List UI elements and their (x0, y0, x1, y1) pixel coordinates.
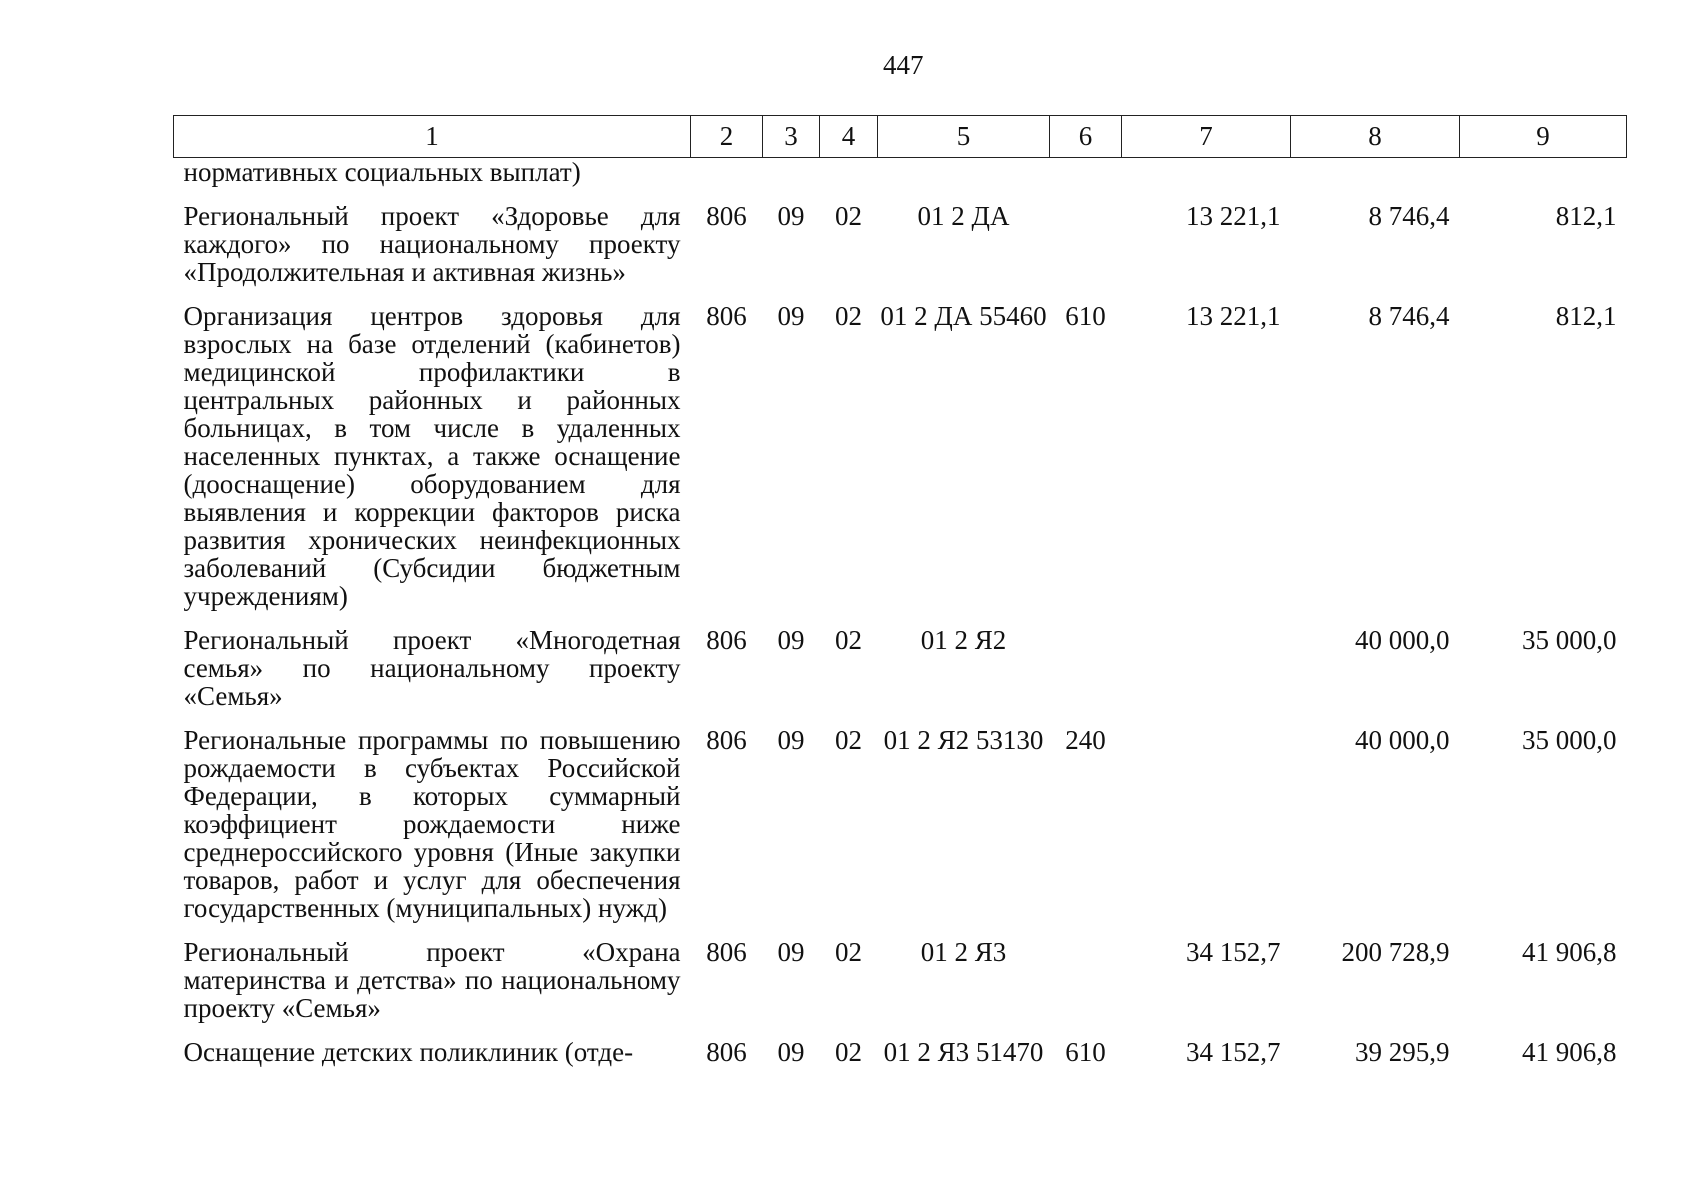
table-header-row (174, 116, 1627, 158)
row-col-4: 02 (835, 625, 862, 655)
row-col-8: 40 000,0 (1355, 725, 1450, 755)
row-col-2: 806 (706, 201, 747, 231)
row-col-6: 240 (1065, 725, 1106, 755)
row-col-7: 34 152,7 (1186, 937, 1281, 967)
row-col-4: 02 (835, 201, 862, 231)
row-col-9: 812,1 (1555, 301, 1617, 331)
table-row (174, 922, 1627, 1022)
row-col-3: 09 (777, 937, 805, 967)
row-col-5: 01 2 Я2 (920, 625, 1007, 655)
continuation-text: нормативных социальных выплат) (183, 157, 581, 187)
row-col-7 (1122, 710, 1291, 922)
column-header-3: 3 (763, 116, 820, 158)
row-col-9: 35 000,0 (1522, 625, 1617, 655)
row-col-7 (1122, 610, 1291, 710)
row-description: Региональный проект «Здоровье для каждого» по национальному проекту «Продолжительная и активная жизнь» (183, 201, 681, 287)
row-col-7: 13 221,1 (1186, 201, 1281, 231)
budget-table (173, 115, 1627, 1066)
row-col-9: 35 000,0 (1522, 725, 1617, 755)
row-col-2: 806 (706, 301, 747, 331)
row-col-8: 8 746,4 (1368, 301, 1450, 331)
row-col-9: 812,1 (1555, 201, 1617, 231)
row-col-5: 01 2 ДА 55460 (880, 301, 1047, 331)
page-number: 447 (883, 50, 924, 80)
column-header-5: 5 (878, 116, 1050, 158)
column-header-9: 9 (1460, 116, 1627, 158)
row-col-6 (1050, 922, 1122, 1022)
row-col-9: 41 906,8 (1522, 937, 1617, 967)
row-description: Региональный проект «Многодетная семья» по национальному проекту «Семья» (183, 625, 681, 711)
row-col-5: 01 2 Я3 (920, 937, 1007, 967)
column-header-6: 6 (1050, 116, 1122, 158)
row-col-3: 09 (777, 625, 805, 655)
row-col-8: 39 295,9 (1355, 1037, 1450, 1067)
column-header-7: 7 (1122, 116, 1291, 158)
column-header-2: 2 (691, 116, 763, 158)
row-col-3: 09 (777, 201, 805, 231)
row-col-3: 09 (777, 725, 805, 755)
row-description: Региональный проект «Охрана материнства и детства» по национальному проекту «Семья» (183, 937, 681, 1023)
column-header-4: 4 (820, 116, 878, 158)
row-col-6: 610 (1065, 301, 1106, 331)
row-col-4: 02 (835, 937, 862, 967)
row-col-6 (1050, 610, 1122, 710)
row-col-4: 02 (835, 1037, 862, 1067)
table-row (174, 1022, 1627, 1066)
row-col-7: 34 152,7 (1186, 1037, 1281, 1067)
table-row (174, 186, 1627, 286)
table-row-continuation (174, 158, 1627, 187)
row-col-6: 610 (1065, 1037, 1106, 1067)
table-row (174, 710, 1627, 922)
row-col-3: 09 (777, 301, 805, 331)
budget-table-container (173, 115, 1626, 1066)
row-col-8: 200 728,9 (1341, 937, 1450, 967)
row-col-8: 8 746,4 (1368, 201, 1450, 231)
row-description: Оснащение детских поликлиник (отде- (183, 1037, 634, 1067)
column-header-1: 1 (174, 116, 691, 158)
row-col-5: 01 2 Я3 51470 (883, 1037, 1044, 1067)
row-col-5: 01 2 Я2 53130 (883, 725, 1044, 755)
row-col-5: 01 2 ДА (917, 201, 1010, 231)
row-col-2: 806 (706, 937, 747, 967)
row-col-2: 806 (706, 625, 747, 655)
row-col-4: 02 (835, 301, 862, 331)
row-col-4: 02 (835, 725, 862, 755)
table-row (174, 286, 1627, 610)
row-col-3: 09 (777, 1037, 805, 1067)
row-col-8: 40 000,0 (1355, 625, 1450, 655)
row-col-2: 806 (706, 1037, 747, 1067)
row-description: Региональные программы по повышению рождаемости в субъектах Российской Федерации, в которых суммарный коэффициент рождаемости ниже среднероссийского уровня (Иные закупки товаров, работ и услуг для обеспечения государственных (муниципальных) нужд) (183, 725, 681, 923)
row-col-9: 41 906,8 (1522, 1037, 1617, 1067)
row-col-7: 13 221,1 (1186, 301, 1281, 331)
table-row (174, 610, 1627, 710)
row-col-2: 806 (706, 725, 747, 755)
row-description: Организация центров здоровья для взрослых на базе отделений (кабинетов) медицинской профилактики в центральных районных и районных больницах, в том числе в удаленных населенных пунктах, а также оснащение (дооснащение) оборудованием для выявления и коррекции факторов риска развития хронических неинфекционных заболеваний (Субсидии бюджетным учреждениям) (183, 301, 681, 611)
row-col-6 (1050, 186, 1122, 286)
column-header-8: 8 (1291, 116, 1460, 158)
